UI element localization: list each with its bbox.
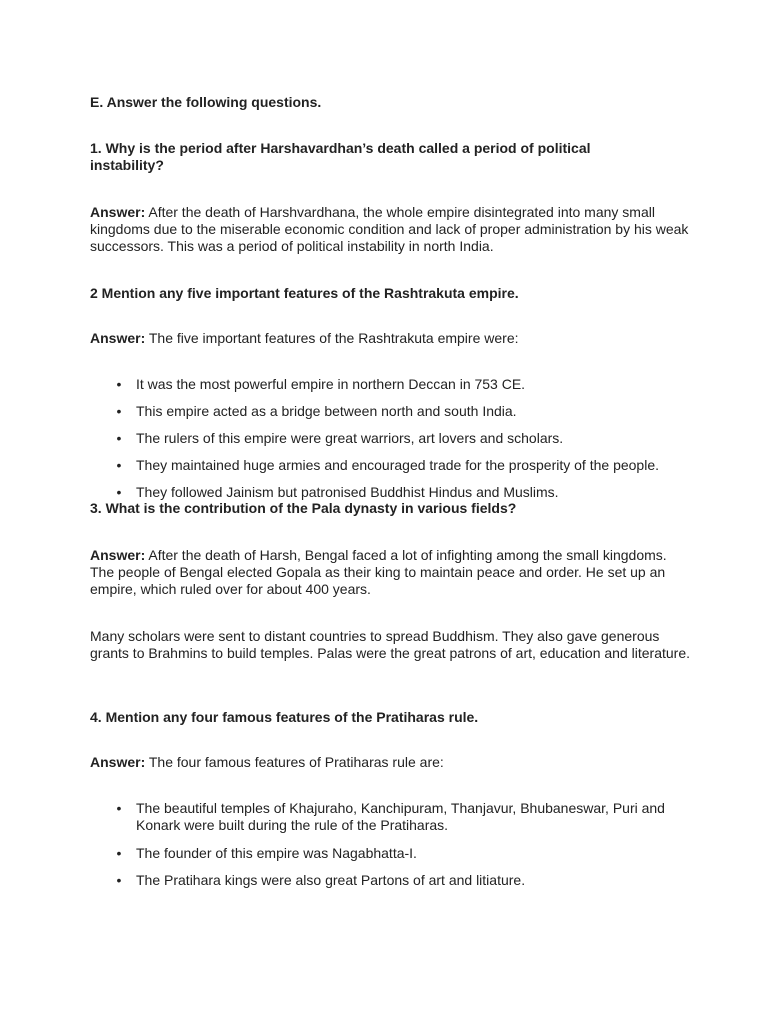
section-heading: E. Answer the following questions. bbox=[90, 94, 322, 110]
answer-4 bbox=[90, 754, 690, 771]
list-item-text: They followed Jainism but patronised Buddhist Hindus and Muslims. bbox=[136, 484, 559, 500]
answer-label: Answer: bbox=[90, 204, 146, 220]
question-1: 1. Why is the period after Harshavardhan’s death called a period of political instability? bbox=[90, 140, 591, 173]
answer-2 bbox=[90, 330, 690, 347]
bullet-icon: • bbox=[116, 457, 122, 473]
list-item-text: The Pratihara kings were also great Partons of art and litiature. bbox=[136, 872, 526, 888]
answer-3 bbox=[90, 547, 680, 598]
bullet-icon: • bbox=[116, 800, 122, 816]
answer-4-text: The four famous features of Pratiharas rule are: bbox=[145, 754, 444, 770]
list-item-text: They maintained huge armies and encouraged trade for the prosperity of the people. bbox=[136, 457, 659, 473]
bullet-icon: • bbox=[116, 430, 122, 446]
bullet-icon: • bbox=[116, 376, 122, 392]
answer-1-text: After the death of Harshvardhana, the whole empire disintegrated into many small kingdoms due to the miserable economic condition and lack of proper administration by his weak successors. This was a period of political instability in north India. bbox=[90, 204, 689, 254]
answer-label: Answer: bbox=[90, 754, 146, 770]
question-3: 3. What is the contribution of the Pala dynasty in various fields? bbox=[90, 500, 517, 516]
list-item-text: The founder of this empire was Nagabhatta-I. bbox=[136, 845, 417, 861]
list-item-text: This empire acted as a bridge between north and south India. bbox=[136, 403, 517, 419]
bullet-icon: • bbox=[116, 484, 122, 500]
answer-3-text: After the death of Harsh, Bengal faced a lot of infighting among the small kingdoms. The people of Bengal elected Gopala as their king to maintain peace and order. He set up an empire, which ruled over for about 400 years. bbox=[90, 547, 667, 597]
list-item-text: The beautiful temples of Khajuraho, Kanchipuram, Thanjavur, Bhubaneswar, Puri and Konark were built during the rule of the Pratiharas. bbox=[136, 800, 665, 833]
question-2: 2 Mention any five important features of the Rashtrakuta empire. bbox=[90, 285, 519, 301]
answer-label: Answer: bbox=[90, 330, 146, 346]
answer-3-paragraph-2: Many scholars were sent to distant countries to spread Buddhism. They also gave generous grants to Brahmins to build temples. Palas were the great patrons of art, education and literature. bbox=[90, 628, 690, 661]
answer-2-text: The five important features of the Rashtrakuta empire were: bbox=[145, 330, 519, 346]
answer-1 bbox=[90, 204, 690, 255]
list-item-text: It was the most powerful empire in northern Deccan in 753 CE. bbox=[136, 376, 526, 392]
list-item-text: The rulers of this empire were great warriors, art lovers and scholars. bbox=[136, 430, 564, 446]
bullet-icon: • bbox=[116, 845, 122, 861]
bullet-icon: • bbox=[116, 403, 122, 419]
question-4: 4. Mention any four famous features of the Pratiharas rule. bbox=[90, 709, 479, 725]
bullet-icon: • bbox=[116, 872, 122, 888]
answer-label: Answer: bbox=[90, 547, 146, 563]
